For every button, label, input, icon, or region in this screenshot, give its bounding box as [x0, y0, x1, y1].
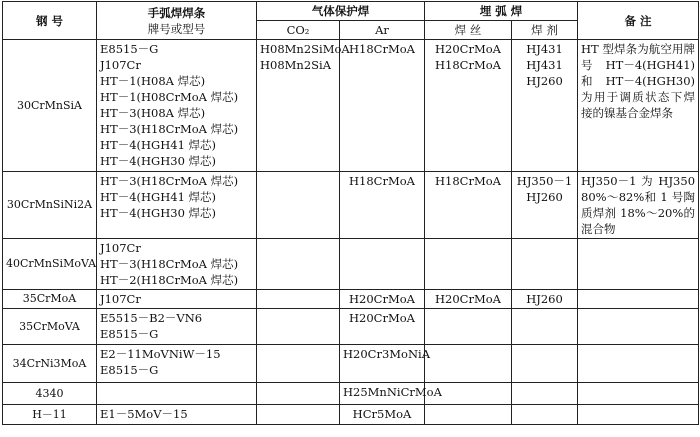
- header-submerged-arc: 埋 弧 焊: [425, 2, 578, 21]
- saw-flux-cell: [512, 345, 578, 383]
- manual-electrode-cell: [97, 172, 257, 239]
- saw-wire-cell: [425, 239, 512, 290]
- header-ar: Ar: [340, 21, 425, 40]
- manual-electrode-line: HT－3(H18CrMoA 焊芯): [100, 122, 239, 136]
- co2-wire-cell: [257, 290, 340, 309]
- manual-electrode-line: E8515－G: [100, 327, 159, 341]
- manual-electrode-line: E2－11MoVNiW－15: [100, 347, 221, 361]
- saw-wire-cell: [425, 290, 512, 309]
- saw-flux-line: HJ260: [526, 292, 563, 306]
- ar-wire-cell: [340, 239, 425, 290]
- manual-electrode-line: HT－4(HGH41 焊芯): [100, 190, 217, 204]
- steel-grade: 35CrMoA: [3, 290, 97, 309]
- manual-electrode-line: J107Cr: [100, 58, 141, 72]
- saw-flux-cell: [512, 309, 578, 345]
- table-row: [3, 172, 699, 239]
- saw-wire-cell: [425, 405, 512, 425]
- saw-flux-line: HJ350－1: [516, 174, 573, 188]
- manual-electrode-line: J107Cr: [100, 292, 141, 306]
- notes-cell: [578, 309, 699, 345]
- saw-flux-line: HJ260: [526, 190, 563, 204]
- ar-wire-cell: [340, 309, 425, 345]
- saw-flux-cell: [512, 405, 578, 425]
- ar-wire-cell: [340, 405, 425, 425]
- manual-electrode-line: J107Cr: [100, 241, 141, 255]
- header-manual-arc: [97, 2, 257, 40]
- saw-flux-cell: [512, 239, 578, 290]
- header-wire: 焊 丝: [425, 21, 512, 40]
- steel-grade: 30CrMnSiA: [3, 40, 97, 172]
- notes-cell: HJ350－1 为 HJ350 80%～82%和 1 号陶质焊剂 18%～20%的混合物: [578, 172, 699, 239]
- manual-electrode-cell: [97, 40, 257, 172]
- manual-electrode-cell: [97, 345, 257, 383]
- saw-wire-cell: [425, 40, 512, 172]
- header-flux: 焊 剂: [512, 21, 578, 40]
- header-gas-shielded: 气体保护焊: [257, 2, 425, 21]
- co2-wire-cell: [257, 345, 340, 383]
- ar-wire-cell: [340, 290, 425, 309]
- table-row: [3, 40, 699, 172]
- steel-grade: 40CrMnSiMoVA: [3, 239, 97, 290]
- saw-flux-cell: [512, 290, 578, 309]
- manual-electrode-line: E1－5MoV－15: [100, 407, 188, 421]
- table-row: [3, 345, 699, 383]
- manual-electrode-cell: [97, 290, 257, 309]
- ar-wire-line: HCr5MoA: [352, 407, 412, 421]
- ar-wire-cell: [340, 40, 425, 172]
- manual-electrode-line: HT－1(H08A 焊芯): [100, 74, 206, 88]
- notes-cell: HT 型焊条为航空用牌号 HT－4(HGH41)和 HT－4(HGH30)为用于调质状态下焊接的镍基合金焊条: [578, 40, 699, 172]
- steel-grade: 34CrNi3MoA: [3, 345, 97, 383]
- saw-flux-cell: [512, 383, 578, 405]
- steel-grade: H－11: [3, 405, 97, 425]
- manual-electrode-line: HT－4(HGH30 焊芯): [100, 206, 217, 220]
- header-steel: 钢 号: [3, 2, 97, 40]
- header-co2: CO₂: [257, 21, 340, 40]
- manual-electrode-line: HT－3(H18CrMoA 焊芯): [100, 257, 239, 271]
- manual-electrode-line: HT－3(H08A 焊芯): [100, 106, 206, 120]
- manual-electrode-cell: [97, 239, 257, 290]
- co2-wire-cell: [257, 40, 350, 172]
- saw-wire-line: H18CrMoA: [435, 58, 501, 72]
- notes-cell: [578, 290, 699, 309]
- co2-wire-cell: [257, 239, 340, 290]
- co2-wire-line: H08Mn2SiA: [260, 58, 332, 72]
- manual-electrode-line: E8515－G: [100, 42, 159, 56]
- ar-wire-line: H25MnNiCrMoA: [343, 385, 442, 399]
- manual-electrode-line: HT－4(HGH30 焊芯): [100, 154, 217, 168]
- table-row: [3, 383, 699, 405]
- saw-flux-line: HJ431: [526, 58, 563, 72]
- table-row: [3, 405, 699, 425]
- table-row: [3, 290, 699, 309]
- co2-wire-line: H08Mn2SiMoA: [260, 42, 350, 56]
- ar-wire-cell: [340, 383, 442, 405]
- notes-cell: [578, 239, 699, 290]
- saw-wire-cell: [425, 345, 512, 383]
- steel-grade: 4340: [3, 383, 97, 405]
- manual-electrode-cell: [97, 309, 257, 345]
- saw-flux-line: HJ260: [526, 74, 563, 88]
- table-row: [3, 309, 699, 345]
- co2-wire-cell: [257, 172, 340, 239]
- manual-electrode-line: HT－1(H08CrMoA 焊芯): [100, 90, 239, 104]
- saw-wire-line: H18CrMoA: [435, 174, 501, 188]
- header-notes: 备 注: [578, 2, 699, 40]
- header-manual-line2: 牌号或型号: [147, 21, 206, 36]
- steel-grade: 30CrMnSiNi2A: [3, 172, 97, 239]
- co2-wire-cell: [257, 383, 340, 405]
- manual-electrode-line: E8515－G: [100, 363, 159, 377]
- manual-electrode-line: HT－3(H18CrMoA 焊芯): [100, 174, 239, 188]
- ar-wire-line: H20CrMoA: [349, 311, 415, 325]
- saw-flux-cell: [512, 172, 578, 239]
- saw-wire-line: H20CrMoA: [435, 42, 501, 56]
- manual-electrode-line: E5515－B2－VN6: [100, 311, 203, 325]
- notes-cell: [578, 383, 699, 405]
- header-manual-line1: 手弧焊焊条: [147, 5, 206, 20]
- manual-electrode-cell: [97, 383, 257, 405]
- saw-wire-cell: [425, 309, 512, 345]
- manual-electrode-cell: [97, 405, 257, 425]
- notes-cell: [578, 405, 699, 425]
- steel-grade: 35CrMoVA: [3, 309, 97, 345]
- saw-flux-line: HJ431: [526, 42, 563, 56]
- ar-wire-line: H20Cr3MoNiA: [343, 347, 431, 361]
- ar-wire-cell: [340, 345, 431, 383]
- ar-wire-line: H18CrMoA: [349, 42, 415, 56]
- notes-cell: [578, 345, 699, 383]
- table-row: [3, 239, 699, 290]
- manual-electrode-line: HT－2(H18CrMoA 焊芯): [100, 273, 239, 287]
- ar-wire-line: H18CrMoA: [349, 174, 415, 188]
- ar-wire-cell: [340, 172, 425, 239]
- ar-wire-line: H20CrMoA: [349, 292, 415, 306]
- co2-wire-cell: [257, 309, 340, 345]
- co2-wire-cell: [257, 405, 340, 425]
- saw-flux-cell: [512, 40, 578, 172]
- manual-electrode-line: HT－4(HGH41 焊芯): [100, 138, 217, 152]
- saw-wire-line: H20CrMoA: [435, 292, 501, 306]
- welding-materials-table: [2, 1, 699, 425]
- saw-wire-cell: [425, 172, 512, 239]
